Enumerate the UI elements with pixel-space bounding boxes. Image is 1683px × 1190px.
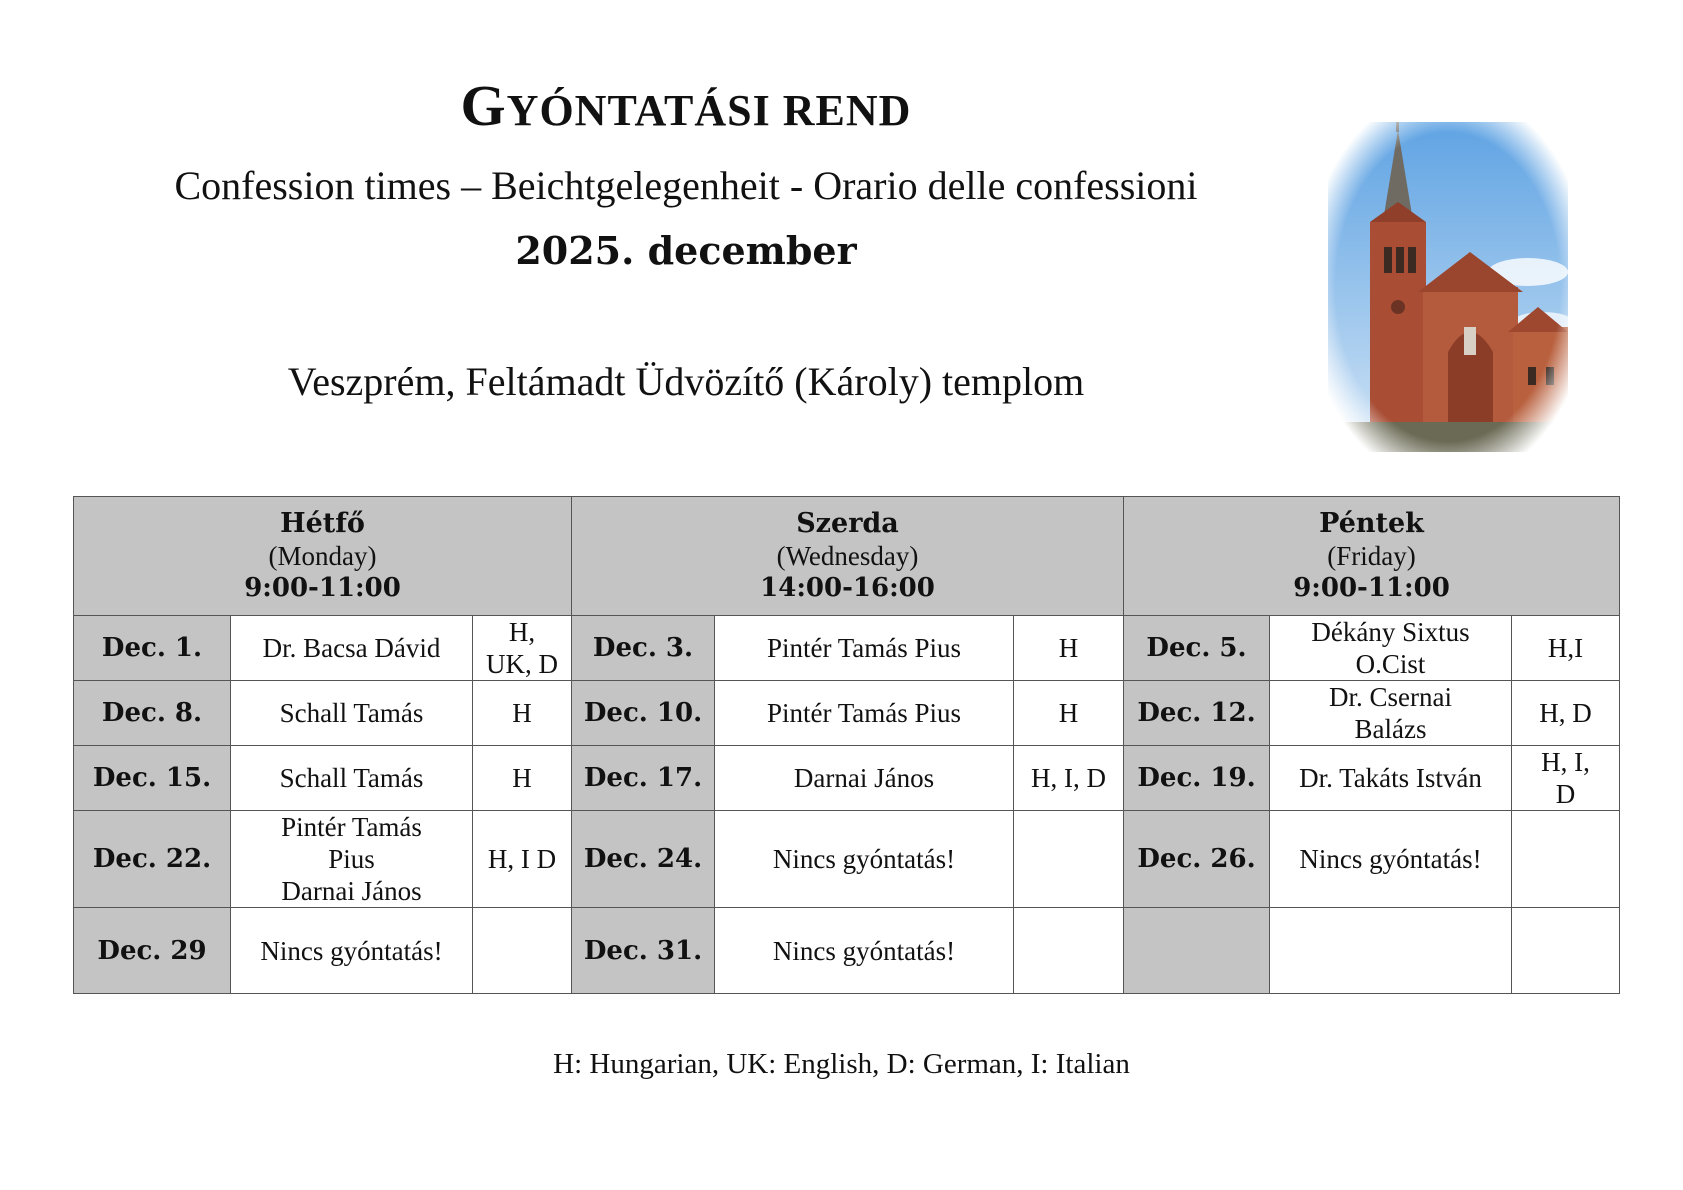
- confession-schedule-table: [73, 496, 1620, 994]
- language-cell: [1512, 811, 1620, 908]
- language-cell: H: [473, 746, 572, 811]
- date-cell: Dec. 12.: [1124, 681, 1270, 746]
- language-cell: H, I D: [473, 811, 572, 908]
- church-location: Veszprém, Feltámadt Üdvözítő (Károly) templom: [287, 359, 1085, 404]
- header-row: [74, 497, 1620, 616]
- priest-cell: Schall Tamás: [231, 746, 473, 811]
- table-row: [74, 811, 1620, 908]
- language-cell: [1014, 811, 1124, 908]
- priest-cell: Nincs gyóntatás!: [231, 908, 473, 994]
- column-header-friday: Péntek (Friday) 9:00-11:00: [1124, 497, 1620, 616]
- date-cell: Dec. 24.: [572, 811, 715, 908]
- page-subtitle: Confession times – Beichtgelegenheit - Orario delle confessioni: [174, 163, 1198, 208]
- column-header-monday: Hétfő (Monday) 9:00-11:00: [74, 497, 572, 616]
- date-cell: Dec. 1.: [74, 616, 231, 681]
- language-cell: [1512, 908, 1620, 994]
- date-cell: Dec. 29: [74, 908, 231, 994]
- priest-cell: Pintér Tamás Pius: [715, 681, 1014, 746]
- priest-cell: Dékány Sixtus O.Cist: [1270, 616, 1512, 681]
- priest-cell: Pintér Tamás Pius: [715, 616, 1014, 681]
- date-cell: Dec. 15.: [74, 746, 231, 811]
- date-cell: Dec. 3.: [572, 616, 715, 681]
- priest-cell: Darnai János: [715, 746, 1014, 811]
- date-cell: Dec. 26.: [1124, 811, 1270, 908]
- language-cell: H: [473, 681, 572, 746]
- priest-cell: Dr. Csernai Balázs: [1270, 681, 1512, 746]
- date-cell: Dec. 31.: [572, 908, 715, 994]
- date-cell: Dec. 8.: [74, 681, 231, 746]
- priest-cell: Nincs gyóntatás!: [715, 908, 1014, 994]
- page-title: GYÓNTATÁSI REND: [460, 73, 912, 138]
- language-cell: H: [1014, 681, 1124, 746]
- table-row: [74, 746, 1620, 811]
- month-label: 2025. december: [515, 228, 857, 273]
- language-cell: H, UK, D: [473, 616, 572, 681]
- priest-cell: Nincs gyóntatás!: [1270, 811, 1512, 908]
- church-photo: [1328, 122, 1568, 452]
- date-cell: Dec. 22.: [74, 811, 231, 908]
- language-cell: [1014, 908, 1124, 994]
- priest-cell: Pintér Tamás Pius Darnai János: [231, 811, 473, 908]
- language-cell: H, D: [1512, 681, 1620, 746]
- language-cell: H: [1014, 616, 1124, 681]
- column-header-wednesday: Szerda (Wednesday) 14:00-16:00: [572, 497, 1124, 616]
- date-cell: Dec. 17.: [572, 746, 715, 811]
- language-cell: [473, 908, 572, 994]
- language-cell: H, I, D: [1014, 746, 1124, 811]
- table-row: [74, 681, 1620, 746]
- priest-cell: Schall Tamás: [231, 681, 473, 746]
- date-cell: Dec. 5.: [1124, 616, 1270, 681]
- table-row: [74, 908, 1620, 994]
- date-cell: Dec. 10.: [572, 681, 715, 746]
- table-row: [74, 616, 1620, 681]
- priest-cell: Dr. Takáts István: [1270, 746, 1512, 811]
- priest-cell: Dr. Bacsa Dávid: [231, 616, 473, 681]
- date-cell: [1124, 908, 1270, 994]
- language-cell: H, I, D: [1512, 746, 1620, 811]
- priest-cell: [1270, 908, 1512, 994]
- priest-cell: Nincs gyóntatás!: [715, 811, 1014, 908]
- date-cell: Dec. 19.: [1124, 746, 1270, 811]
- language-cell: H,I: [1512, 616, 1620, 681]
- language-legend: H: Hungarian, UK: English, D: German, I: Italian: [553, 1048, 1130, 1080]
